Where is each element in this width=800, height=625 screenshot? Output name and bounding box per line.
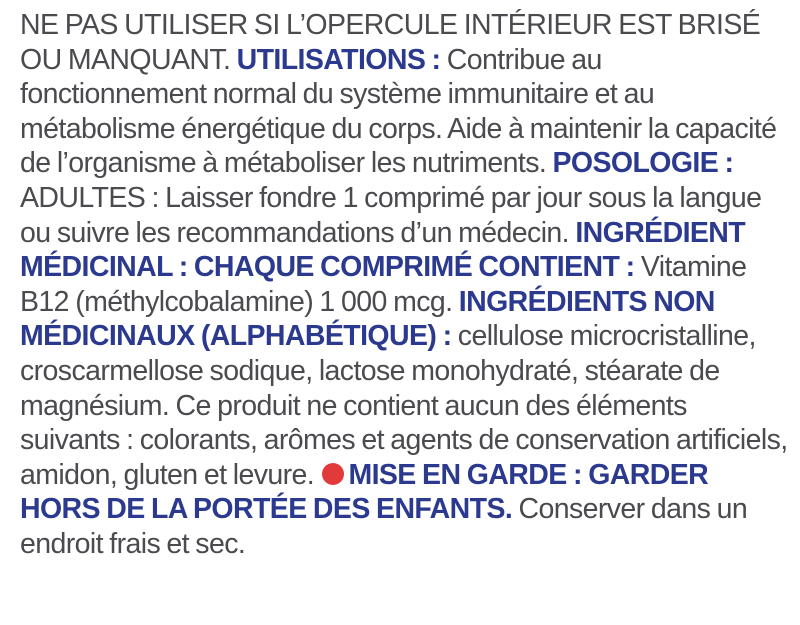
non-medicinal-ingredients-heading: INGRÉDIENTS NON MÉDICINAUX (ALPHABÉTIQUE) : bbox=[20, 285, 715, 353]
medicinal-ingredient-text: Vitamine B12 (méthylcobalamine) 1 000 mcg. bbox=[20, 251, 747, 318]
uses-heading: UTILISATIONS : bbox=[236, 43, 441, 76]
uses-text: Contribue au fonctionnement normal du système immunitaire et au métabolisme énergétique du corps. Aide à maintenir la capacité de l’organisme à métaboliser les nutriments. bbox=[20, 43, 777, 180]
medicinal-ingredient-heading: INGRÉDIENT MÉDICINAL : CHAQUE COMPRIMÉ CONTIENT : bbox=[20, 216, 746, 284]
product-label-text bbox=[20, 8, 790, 562]
dosage-text: ADULTES : Laisser fondre 1 comprimé par jour sous la langue ou suivre les recommandations d’un médecin. bbox=[20, 181, 762, 249]
dosage-heading: POSOLOGIE : bbox=[552, 147, 734, 180]
warning-dot-icon bbox=[322, 463, 344, 485]
non-medicinal-ingredients-text: cellulose microcristalline, croscarmellose sodique, lactose monohydraté, stéarate de magnésium. Ce produit ne contient aucun des éléments suivants : colorants, arômes et agents de conservation artificiels, amidon, gluten et levure. bbox=[20, 320, 788, 491]
warning-heading: MISE EN GARDE : GARDER HORS DE LA PORTÉE DES ENFANTS. bbox=[20, 458, 709, 526]
intro-text: NE PAS UTILISER SI L’OPERCULE INTÉRIEUR EST BRISÉ OU MANQUANT. bbox=[20, 9, 761, 76]
warning-text: Conserver dans un endroit frais et sec. bbox=[20, 493, 748, 560]
